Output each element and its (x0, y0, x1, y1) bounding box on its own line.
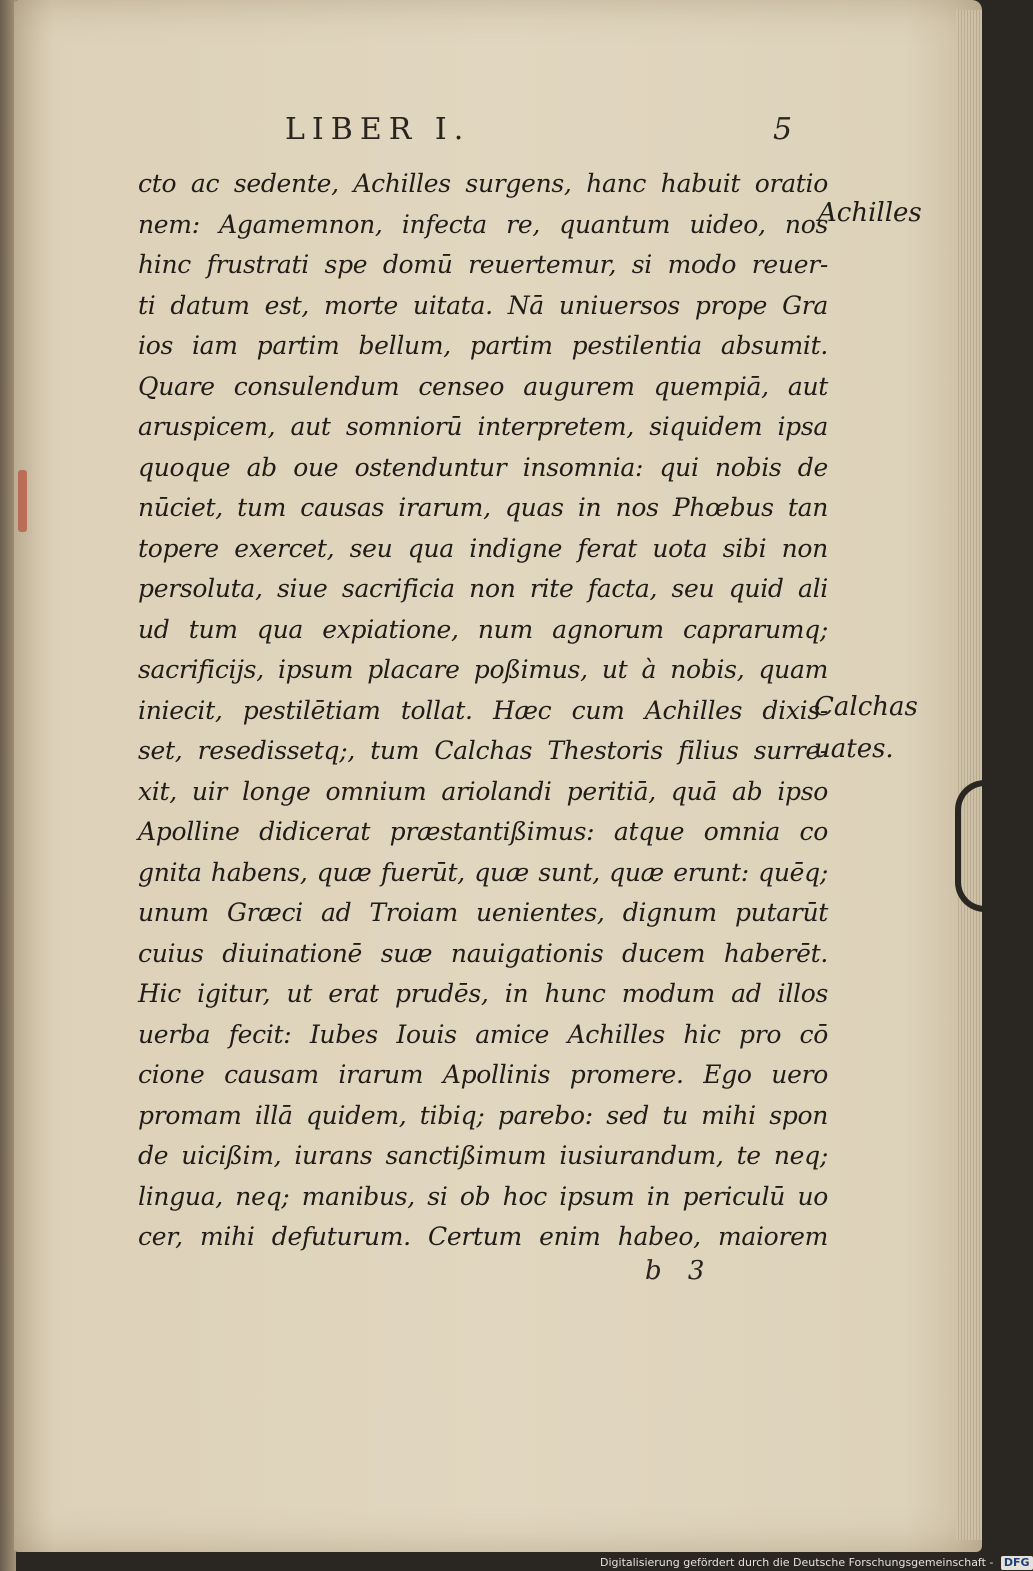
folio-number: 5 (773, 112, 793, 147)
margin-note-calchas: Calchas (814, 692, 918, 722)
text-line: sacrificijs, ipsum placare poßimus, ut à nobis, quam (138, 655, 828, 684)
page-clip (955, 780, 1005, 912)
text-line: de uicißim, iurans sanctißimum iusiurandum, te neq; (138, 1141, 828, 1170)
text-line: Apolline didicerat præstantißimus: atque omnia co (138, 817, 828, 846)
text-line: quoque ab oue ostenduntur insomnia: qui nobis de (138, 452, 828, 482)
text-line: set, resedissetq;, tum Calchas Thestoris filius surre- (138, 736, 828, 765)
credit-text: Digitalisierung gefördert durch die Deutsche Forschungsgemeinschaft - (600, 1556, 994, 1569)
text-line: uerba fecit: Iubes Iouis amice Achilles hic pro cō (138, 1019, 828, 1049)
text-line: nūciet, tum causas irarum, quas in nos Phœbus tan (138, 493, 828, 522)
text-line: unum Græci ad Troiam uenientes, dignum putarūt (138, 898, 828, 927)
text-line: lingua, neq; manibus, si ob hoc ipsum in periculū uo (138, 1181, 828, 1211)
text-line: cer, mihi defuturum. Certum enim habeo, maiorem (138, 1222, 828, 1251)
running-head: LIBER I. (285, 112, 471, 147)
text-line: Hic igitur, ut erat prudēs, in hunc modum ad illos (138, 979, 828, 1008)
text-line: hinc frustrati spe domū reuertemur, si modo reuer- (138, 250, 828, 279)
text-line: gnita habens, quæ fuerūt, quæ sunt, quæ erunt: quēq; (138, 857, 828, 887)
text-line: aruspicem, aut somniorū interpretem, siquidem ipsa (138, 412, 828, 441)
text-line: iniecit, pestilētiam tollat. Hæc cum Achilles dixis- (138, 695, 828, 725)
red-stain (18, 470, 27, 532)
text-line: persoluta, siue sacrificia non rite facta, seu quid ali (138, 574, 828, 603)
text-line: Quare consulendum censeo augurem quempiā, aut (138, 371, 828, 401)
margin-note-achilles: Achilles (818, 198, 922, 228)
signature-mark: b 3 (645, 1256, 705, 1286)
text-line: topere exercet, seu qua indigne ferat uota sibi non (138, 533, 828, 563)
text-line: promam illā quidem, tibiq; parebo: sed tu mihi spon (138, 1100, 828, 1130)
text-line: cto ac sedente, Achilles surgens, hanc habuit oratio (138, 169, 828, 198)
digitization-credit (600, 1554, 1033, 1571)
text-line: nem: Agamemnon, infecta re, quantum uideo, nos (138, 209, 828, 239)
text-line: xit, uir longe omnium ariolandi peritiā, quā ab ipso (138, 776, 828, 806)
text-line: ios iam partim bellum, partim pestilentia absumit. (138, 331, 828, 360)
text-line: ti datum est, morte uitata. Nā uniuersos prope Gra (138, 290, 828, 320)
text-line: cione causam irarum Apollinis promere. Ego uero (138, 1060, 828, 1089)
body-text (138, 164, 828, 1258)
text-line: ud tum qua expiatione, num agnorum caprarumq; (138, 614, 828, 644)
dfg-logo: DFG (1001, 1556, 1033, 1570)
margin-note-uates: uates. (814, 734, 894, 764)
page-edges (956, 10, 982, 1540)
text-line: cuius diuinationē suæ nauigationis ducem haberēt. (138, 938, 828, 968)
